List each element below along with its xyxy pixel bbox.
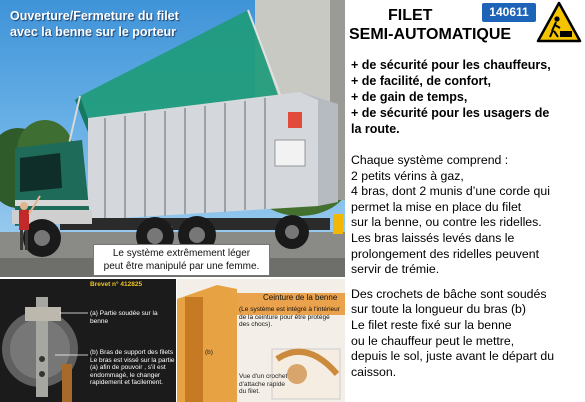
detail-photo-arm <box>0 279 176 402</box>
label-b-line: (a) afin de pouvoir , s'il est <box>90 364 166 371</box>
description-line: prolongement des ridelles peuvent <box>351 246 539 261</box>
label-b-line: rapidement et facilement. <box>90 379 163 386</box>
label-b-line: Le bras est vissé sur la partie <box>90 356 175 364</box>
photo-title-line1: Ouverture/Fermeture du filet <box>10 9 179 23</box>
photo-caption <box>93 244 270 276</box>
page-title-line1: FILET <box>388 7 433 24</box>
description-line: 4 bras, dont 2 munis d’une corde qui <box>351 184 550 199</box>
description-line: Chaque système comprend : <box>351 153 509 167</box>
reference-badge: 140611 <box>482 3 536 22</box>
description-line: servir de trémie. <box>351 262 440 277</box>
description-line: 2 petits vérins à gaz, <box>351 168 464 183</box>
description-line: caisson. <box>351 364 397 379</box>
label-part-a: (a) Partie soudée sur la benne <box>90 310 158 325</box>
benefit-item: + de facilité, de confort, <box>351 74 491 88</box>
belt-note-line: (Le système est intégré à l'intérieur <box>239 306 340 313</box>
benefit-item: + de sécurité pour les usagers de <box>351 106 550 120</box>
warning-triangle-icon <box>536 1 582 43</box>
label-b-line: endommagé, le changer <box>90 371 161 379</box>
caption-line1: Le système extrêmement léger <box>112 248 251 259</box>
hook-line: Vue d'un crochet <box>239 373 288 380</box>
patent-number: Brevet n° 412825 <box>90 281 143 288</box>
description-line: Le filet reste fixé sur la benne <box>351 317 512 332</box>
benefit-item: la route. <box>351 122 400 136</box>
belt-heading: Ceinture de la benne <box>263 293 338 302</box>
description-line: Les bras laissés levés dans le <box>351 230 515 245</box>
benefit-item: + de gain de temps, <box>351 90 468 104</box>
benefit-item: + de sécurité pour les chauffeurs, <box>351 58 551 72</box>
hook-line: d'attache rapide <box>239 380 286 388</box>
marker-b: (b) <box>205 349 213 356</box>
benefits-list <box>351 57 583 137</box>
caption-line2: peut être manipulé par une femme. <box>103 261 260 272</box>
description-text <box>351 153 583 380</box>
description-line: Des crochets de bâche sont soudés <box>351 286 547 301</box>
belt-note <box>239 306 340 329</box>
detail-photo-belt <box>177 279 345 402</box>
truck-scene-illustration <box>0 0 345 277</box>
description-line: sur toute la longueur du bras (b) <box>351 302 526 317</box>
label-b-line: (b) Bras de support des filets <box>90 349 174 356</box>
photo-title-line2: avec la benne sur le porteur <box>10 25 177 39</box>
description-line: depuis le sol, juste avant le départ du <box>351 349 555 364</box>
hook-caption <box>239 373 287 396</box>
page-title-line2: SEMI-AUTOMATIQUE <box>349 26 512 43</box>
label-part-b <box>90 349 175 387</box>
hook-line: du filet. <box>239 388 260 395</box>
description-line: sur la benne, ou contre les ridelles. <box>351 215 542 230</box>
belt-note-line: des chocs). <box>239 321 273 328</box>
main-photo <box>0 0 345 277</box>
description-line: permet la mise en place du filet <box>351 199 522 214</box>
belt-note-line: de la ceinture pour être protégé <box>239 313 330 321</box>
description-line: ou le chauffeur peut le mettre, <box>351 333 515 348</box>
